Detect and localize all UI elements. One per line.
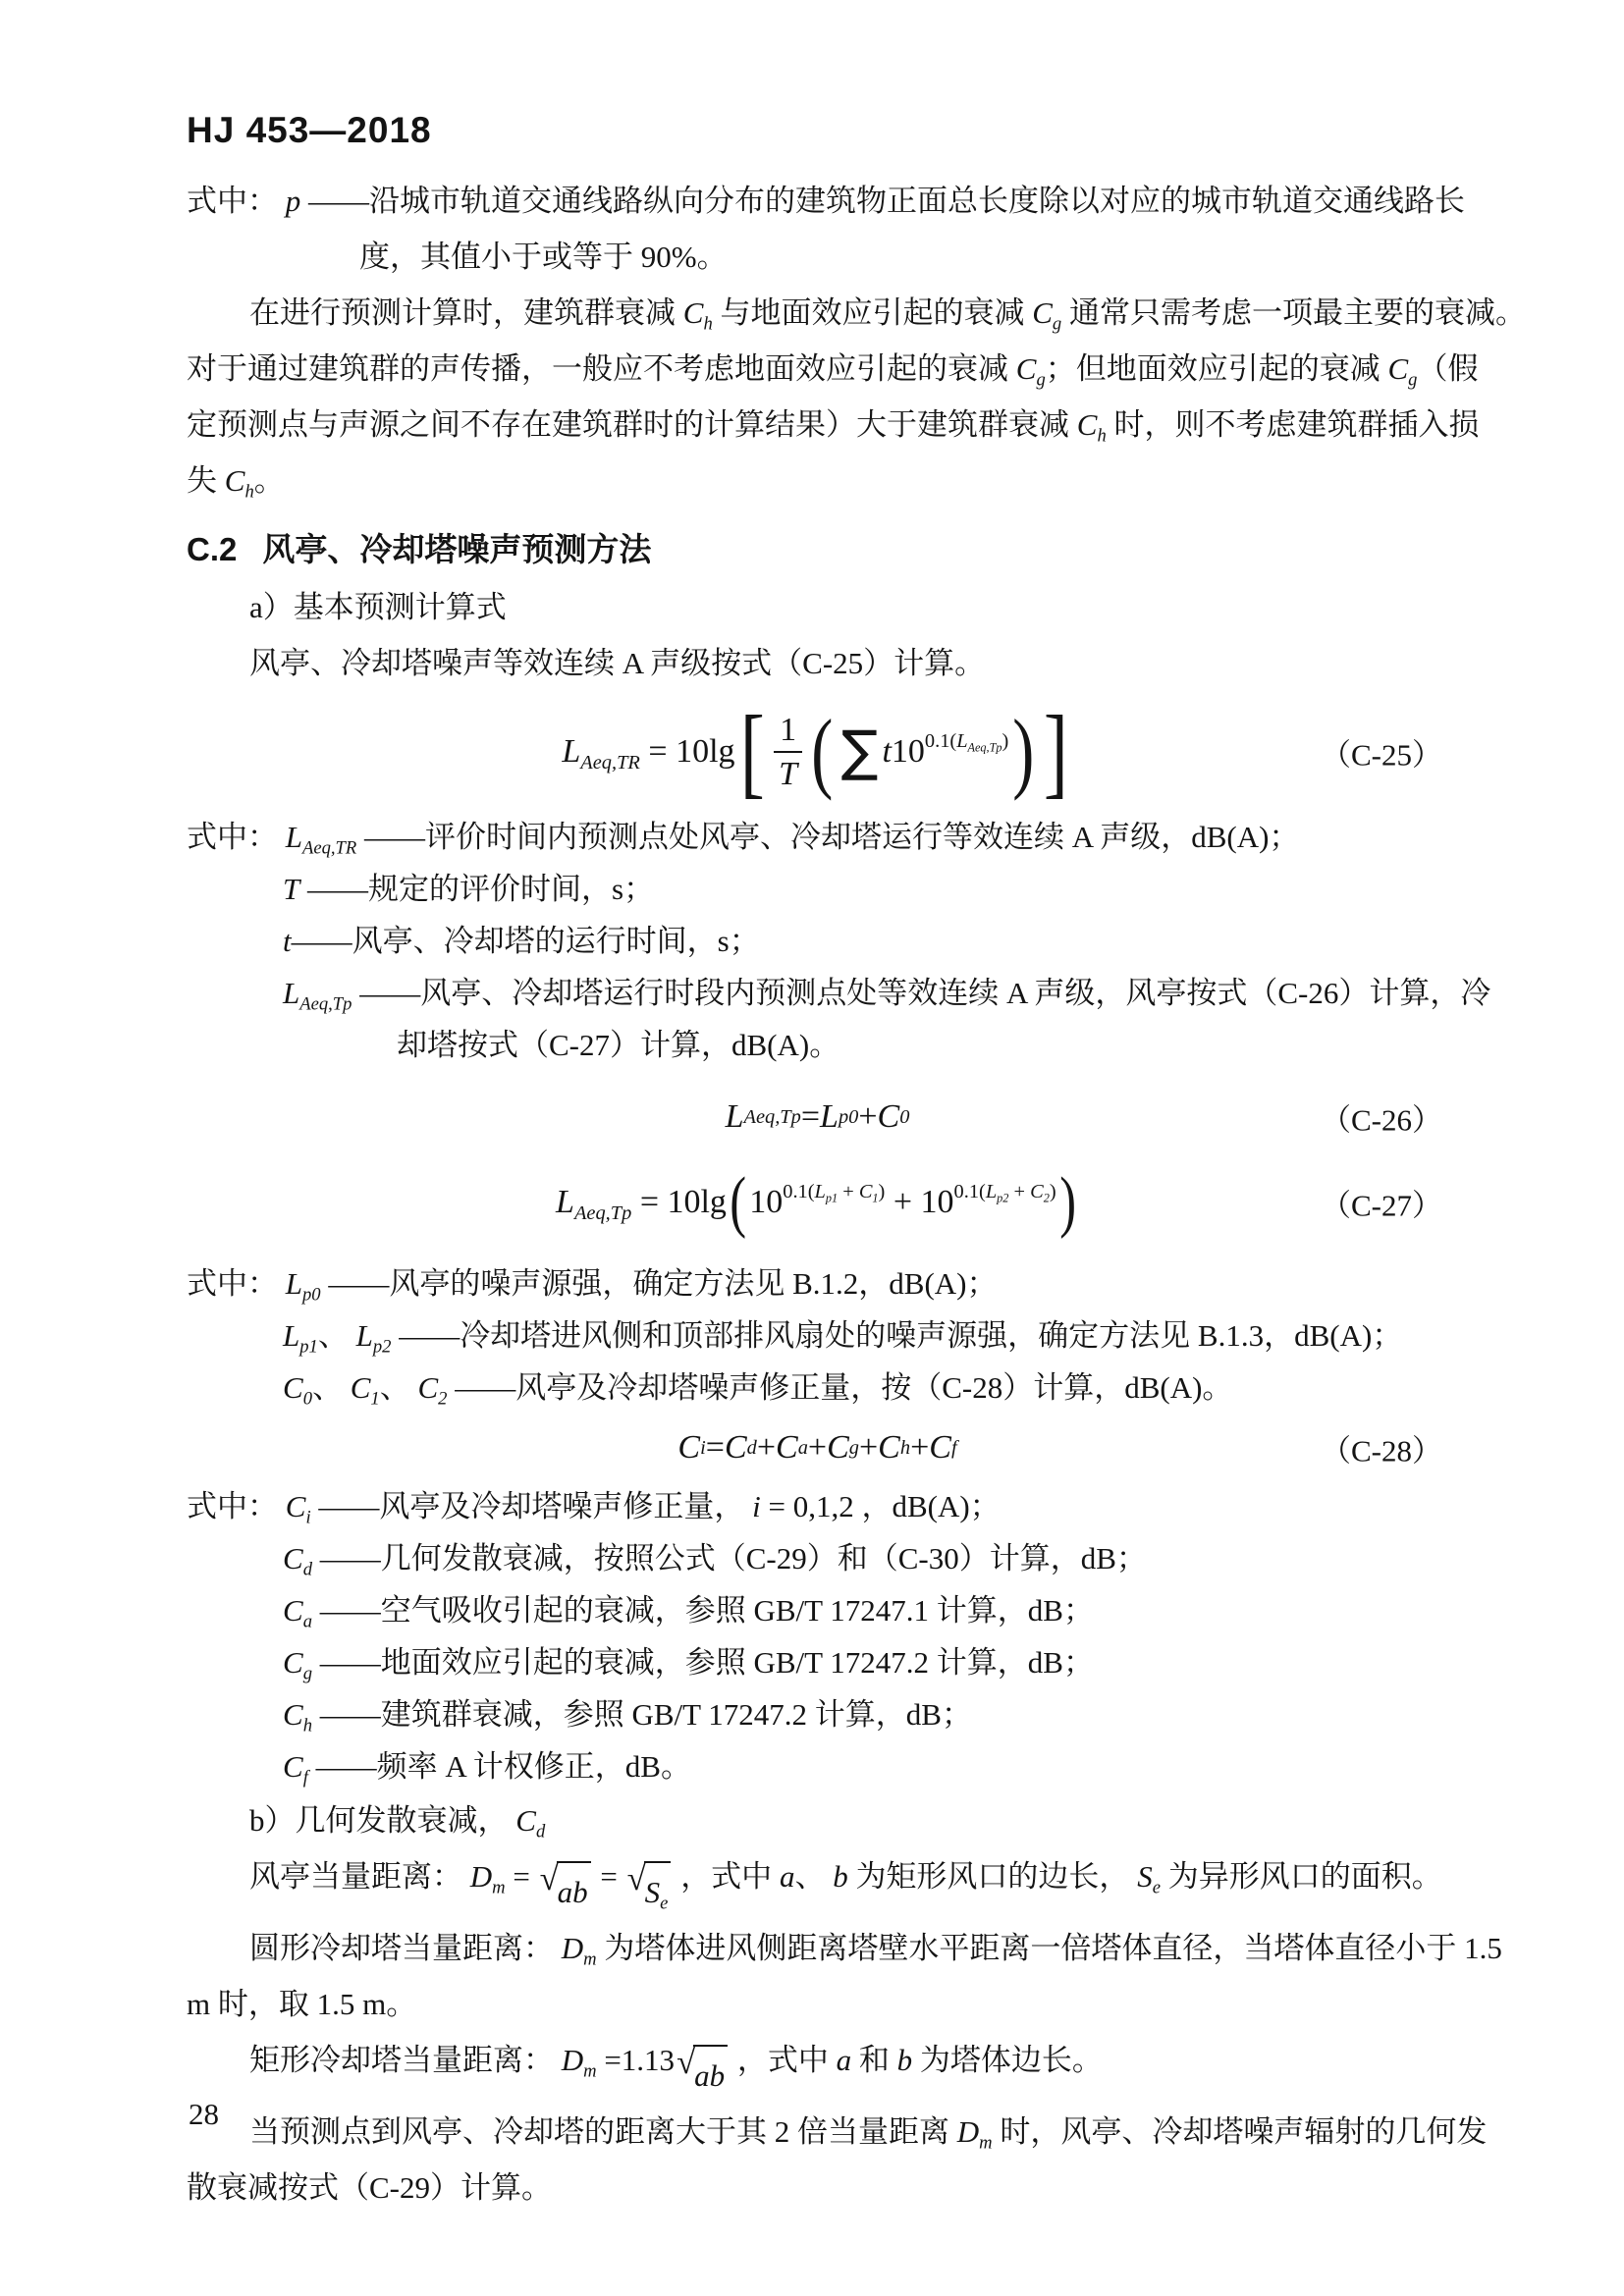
formula-c25-expression xyxy=(562,695,1072,809)
def-cd: $C_d$ ——几何发散衰减，按照公式（C-29）和（C-30）计算，dB； xyxy=(283,1541,1147,1580)
formula-c25-intro: 风亭、冷却塔噪声等效连续 A 声级按式（C-25）计算。 xyxy=(249,646,986,680)
def-lp0: 式中： $L_{p0}$ ——风亭的噪声源强，确定方法见 B.1.2，dB(A)； xyxy=(187,1266,998,1306)
formula-c27-lhs: $L_{Aeq,Tp} = 10\lg$ xyxy=(556,1184,727,1225)
formula-c25-lhs: $L_{Aeq,TR} = 10\lg$ xyxy=(562,733,735,774)
standard-code: HJ 453—2018 xyxy=(187,110,432,150)
para-p-definition-line2: 度，其值小于或等于 90%。 xyxy=(359,240,728,274)
summation-symbol: ∑ xyxy=(840,720,879,783)
fraction-one-over-T: $\frac{1}{T}$ xyxy=(773,711,803,793)
section-number: C.2 xyxy=(187,531,238,567)
para-rect-tower-distance: 矩形冷却塔当量距离： $D_m =1.13$ √ ab ，式中 a 和 b 为塔体边长。 xyxy=(249,2032,1448,2104)
formula-number-c26: （C-26） xyxy=(1321,1102,1442,1138)
formula-c28-expression: C i = C d + C a + C g + C h + C f xyxy=(677,1429,957,1466)
formula-c27-expression xyxy=(556,1163,1079,1240)
def-T: T ——规定的评价时间，s； xyxy=(283,872,655,906)
formula-c26 xyxy=(187,1083,1448,1151)
page-header xyxy=(187,110,432,151)
formula-c27 xyxy=(187,1155,1448,1250)
formula-c25 xyxy=(187,695,1448,809)
def-laeqtp-line2: 却塔按式（C-27）计算，dB(A)。 xyxy=(397,1028,840,1062)
formula-c27-inner: $10^{0.1(L_{p1} + C_1)} + 10^{0.1(L_{p2} + C_2)}$ xyxy=(749,1180,1056,1220)
para-general-line4: 失 $C_h$。 xyxy=(187,463,285,503)
formula-c28 xyxy=(187,1417,1448,1478)
def-ch: $C_h$ ——建筑群衰减，参照 GB/T 17247.2 计算，dB； xyxy=(283,1697,972,1736)
para-general-line1: 在进行预测计算时，建筑群衰减 $C_h$ 与地面效应引起的衰减 $C_g$ 通常只需考虑一项最主要的衰减。 xyxy=(249,295,1526,335)
left-paren: ( xyxy=(811,701,834,802)
right-paren: ) xyxy=(1012,701,1035,802)
formula-c25-body: $t10^{0.1(L_{Aeq,Tp})}$ xyxy=(882,729,1009,770)
formula-number-c28: （C-28） xyxy=(1321,1433,1442,1468)
def-lp1-lp2: $L_{p1}$、 $L_{p2}$ ——冷却塔进风侧和顶部排风扇处的噪声源强，确定方法见 B.1.3，dB(A)； xyxy=(283,1318,1403,1358)
list-item-b: b）几何发散衰减， $C_d$ xyxy=(249,1803,546,1842)
list-item-a: a）基本预测计算式 xyxy=(249,590,507,624)
para-geometric-attenuation-line2: 散衰减按式（C-29）计算。 xyxy=(187,2170,552,2205)
para-circular-tower-line1: 圆形冷却塔当量距离： $D_m$ 为塔体进风侧距离塔壁水平距离一倍塔体直径，当塔体直径小于 1.5 xyxy=(249,1931,1502,1970)
def-t: t——风亭、冷却塔的运行时间，s； xyxy=(283,924,760,958)
def-ci: 式中： $C_i$ ——风亭及冷却塔噪声修正量， i = 0,1,2 ，dB(A)； xyxy=(187,1489,1001,1528)
para-geometric-attenuation-line1: 当预测点到风亭、冷却塔的距离大于其 2 倍当量距离 $D_m$ 时，风亭、冷却塔噪声辐射的几何发 xyxy=(249,2114,1488,2154)
section-heading xyxy=(187,520,1448,579)
def-c0-c1-c2: $C_0$、 $C_1$、 $C_2$ ——风亭及冷却塔噪声修正量，按（C-28）计算，dB(A)。 xyxy=(283,1370,1233,1410)
page-number: 28 xyxy=(189,2097,219,2131)
document-body xyxy=(187,173,1526,2216)
formula-number-c27: （C-27） xyxy=(1321,1188,1442,1223)
para-circular-tower-line2: m 时，取 1.5 m。 xyxy=(187,1987,417,2021)
def-cf: $C_f$ ——频率 A 计权修正，dB。 xyxy=(283,1749,691,1789)
section-title: 风亭、冷却塔噪声预测方法 xyxy=(262,531,652,567)
def-laeqtp-line1: $L_{Aeq,Tp}$ ——风亭、冷却塔运行时段内预测点处等效连续 A 声级，风亭按式（C-26）计算，冷 xyxy=(283,976,1491,1015)
left-square-bracket: [ xyxy=(739,695,765,809)
def-laeqtr: 式中： $L_{Aeq,TR}$ ——评价时间内预测点处风亭、冷却塔运行等效连续 A 声级，dB(A)； xyxy=(187,820,1300,859)
left-paren: ( xyxy=(730,1163,746,1240)
def-cg: $C_g$ ——地面效应引起的衰减，参照 GB/T 17247.2 计算，dB； xyxy=(283,1645,1094,1684)
para-wind-pavilion-distance: 风亭当量距离： $D_m$ = √ ab = √ $S_e$ ，式中 a、 b 为矩形风口的边长， $S_e$ 为异形风口的面积。 xyxy=(249,1848,1448,1920)
para-general-line2: 对于通过建筑群的声传播，一般应不考虑地面效应引起的衰减 $C_g$；但地面效应引起的衰减 $C_g$（假 xyxy=(187,351,1479,391)
right-paren: ) xyxy=(1058,1163,1076,1240)
def-ca: $C_a$ ——空气吸收引起的衰减，参照 GB/T 17247.1 计算，dB； xyxy=(283,1593,1094,1632)
formula-number-c25: （C-25） xyxy=(1321,737,1442,773)
para-p-definition-line1: 式中： p ——沿城市轨道交通线路纵向分布的建筑物正面总长度除以对应的城市轨道交通线路长 xyxy=(187,184,1465,218)
para-general-line3: 定预测点与声源之间不存在建筑群时的计算结果）大于建筑群衰减 $C_h$ 时，则不考虑建筑群插入损 xyxy=(187,407,1480,447)
right-square-bracket: ] xyxy=(1043,695,1068,809)
formula-c26-expression: L Aeq,Tp = L p0 + C 0 xyxy=(725,1098,910,1135)
